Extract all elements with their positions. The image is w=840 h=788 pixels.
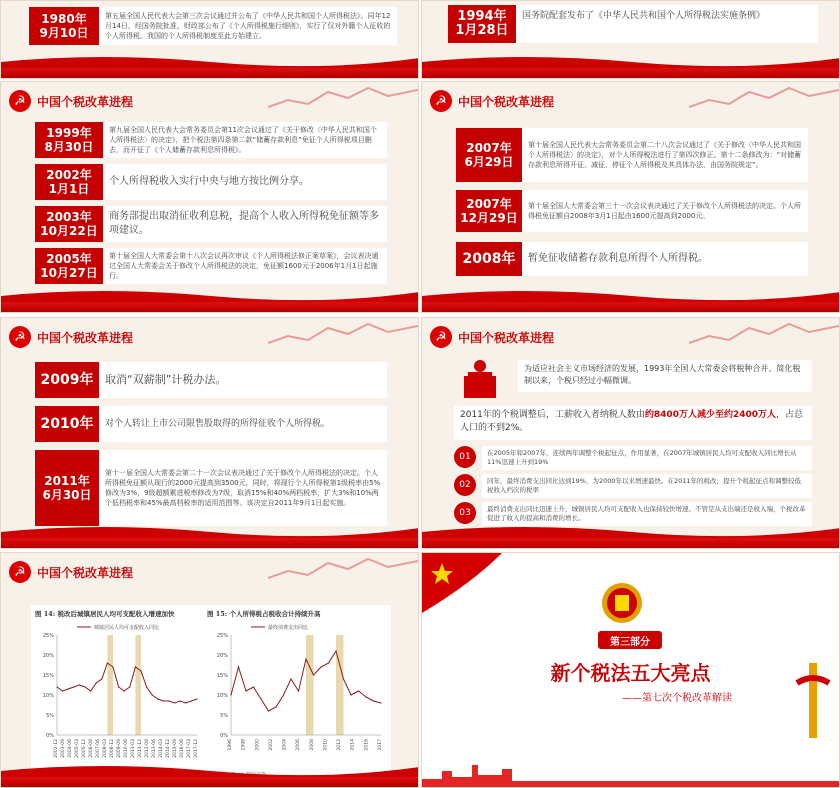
timeline-row bbox=[35, 362, 387, 398]
stat-highlight: 约8400万人减少至约2400万人 bbox=[644, 410, 777, 420]
bottom-bar bbox=[1, 302, 418, 312]
data-point bbox=[79, 684, 80, 685]
data-point bbox=[135, 666, 136, 667]
x-tick-label: 2007-06 bbox=[96, 739, 101, 758]
header-title: 中国个税改革进程 bbox=[458, 330, 555, 345]
chart1-svg bbox=[33, 619, 203, 769]
event-text: 第十届全国人民代表大会常务委员会第二十八次会议通过了《关于修改〈中华人民共和国个人所得税法〉的决定》，对个人所得税法进行了第四次修正。第十二条修改为：“对储蓄存款利息所得开征、减征、停征个人所得税及其具体办法，由国务院规定”。 bbox=[522, 128, 808, 182]
stat-paragraph bbox=[454, 406, 812, 440]
data-point bbox=[320, 666, 321, 667]
bottom-bar bbox=[1, 68, 418, 78]
data-point bbox=[185, 702, 186, 703]
x-tick-label: 2010 bbox=[323, 739, 329, 751]
charts-panel bbox=[31, 605, 391, 781]
y-tick-label: 15% bbox=[216, 673, 228, 679]
timeline-row bbox=[35, 206, 387, 242]
data-point bbox=[238, 666, 239, 667]
event-text: 取消“双薪制”计税办法。 bbox=[99, 362, 387, 398]
y-tick-label: 20% bbox=[42, 653, 54, 659]
bottom-bar bbox=[1, 538, 418, 548]
data-point bbox=[163, 700, 164, 701]
great-wall-decoration bbox=[268, 318, 418, 348]
red-wave-decoration bbox=[1, 757, 419, 779]
x-tick-label: 2017-03 bbox=[187, 739, 192, 758]
data-point bbox=[380, 702, 381, 703]
x-tick-label: 2006 bbox=[296, 739, 302, 751]
x-tick-label: 2010-06 bbox=[124, 739, 129, 758]
slide-header bbox=[430, 326, 554, 348]
data-point bbox=[174, 702, 175, 703]
date-badge: 2010年 bbox=[35, 406, 99, 442]
bottom-bar bbox=[422, 302, 839, 312]
intro-text: 为适应社会主义市场经济的发展，1993年全国人大常委会将税种合并、简化税制以来，个税只经过小幅微调。 bbox=[518, 360, 812, 392]
party-emblem-icon: ☭ bbox=[9, 326, 31, 348]
item-text: 最终消费支出同比迅速上升，城镇居民人均可支配收入也保持较快增速。不管是从支出端还是收入端，个税改革促进了收入的提高和消费的增长。 bbox=[482, 502, 812, 526]
timeline-row bbox=[456, 242, 808, 276]
data-point bbox=[260, 698, 261, 699]
data-point bbox=[365, 696, 366, 697]
event-text: 暂免征收储蓄存款利息所得个人所得税。 bbox=[522, 242, 808, 276]
x-tick-label: 2015-09 bbox=[173, 739, 178, 758]
red-wave-decoration bbox=[422, 48, 840, 70]
x-tick-label: 2014-03 bbox=[159, 739, 164, 758]
data-point bbox=[373, 700, 374, 701]
section-badge: 第三部分 bbox=[598, 631, 662, 649]
date-badge: 2007年 12月29日 bbox=[456, 190, 522, 232]
data-point bbox=[328, 662, 329, 663]
y-tick-label: 25% bbox=[216, 633, 228, 639]
slide-section-three bbox=[421, 552, 840, 788]
data-point bbox=[140, 670, 141, 671]
x-tick-label: 2016 bbox=[364, 739, 370, 751]
chart1-title: 图 14: 税改后城镇居民人均可支配收入增速加快 bbox=[35, 610, 175, 618]
slide-1994 bbox=[421, 0, 840, 79]
data-point bbox=[73, 686, 74, 687]
data-point bbox=[118, 686, 119, 687]
great-wall-decoration bbox=[689, 82, 839, 112]
x-tick-label: 1996 bbox=[228, 739, 233, 751]
huabiao-pillar-icon bbox=[793, 653, 833, 743]
data-point bbox=[305, 658, 306, 659]
stat-text-end: ，占总人口的不到2%。 bbox=[460, 410, 804, 433]
data-point bbox=[107, 662, 108, 663]
date-badge: 1999年 8月30日 bbox=[35, 122, 103, 158]
timeline-row bbox=[456, 128, 808, 182]
data-point bbox=[96, 682, 97, 683]
event-text: 第十届全国人大常委会第三十一次会议表决通过了关于修改个人所得税法的决定。个人所得税免征额自2008年3月1日起由1600元提高到2000元。 bbox=[522, 190, 808, 232]
x-tick-label: 2009-09 bbox=[117, 739, 122, 758]
data-point bbox=[180, 700, 181, 701]
slide-header bbox=[9, 326, 133, 348]
red-wave-decoration bbox=[422, 518, 840, 540]
data-point bbox=[230, 694, 231, 695]
series-line bbox=[57, 663, 197, 703]
item-number: 02 bbox=[454, 474, 476, 496]
timeline-row bbox=[456, 190, 808, 232]
city-skyline-decoration bbox=[422, 747, 840, 787]
slide-header bbox=[9, 561, 133, 583]
y-tick-label: 10% bbox=[216, 693, 228, 699]
data-point bbox=[343, 678, 344, 679]
header-title: 中国个税改革进程 bbox=[458, 94, 555, 109]
data-point bbox=[168, 700, 169, 701]
event-text: 第十一届全国人大常委会第二十一次会议表决通过了关于修改个人所得税法的决定。个人所得税免征额从现行的2000元提高到3500元，同时，将现行个人所得税第1级税率由5%修改为3%，9级超额累进税率修改为7级，取消15%和40%两档税率，扩大3%和10%两个低档税率和45%最高档税率的适用范围等。该决定自2011年9月1日起实施。 bbox=[99, 450, 387, 526]
date-badge: 2003年 10月22日 bbox=[35, 206, 103, 242]
header-title: 中国个税改革进程 bbox=[37, 330, 134, 345]
x-tick-label: 2016-06 bbox=[180, 739, 185, 758]
slide-header bbox=[9, 90, 133, 112]
item-text: 同年，最终消费支出同比达到19%，为2000年以来增速最快。在2011年的税改，提升个税起征点和调整较低税收入档次的税率 bbox=[482, 474, 812, 498]
y-tick-label: 10% bbox=[42, 693, 54, 699]
red-wave-decoration bbox=[1, 48, 419, 70]
x-tick-label: 2008-03 bbox=[103, 739, 108, 758]
tax-emblem-icon bbox=[600, 581, 644, 625]
red-wave-decoration bbox=[1, 518, 419, 540]
party-emblem-icon: ☭ bbox=[9, 561, 31, 583]
x-tick-label: 2011-12 bbox=[138, 739, 143, 758]
x-tick-label: 2012 bbox=[337, 739, 343, 751]
speaker-podium-icon bbox=[458, 358, 502, 398]
flag-decoration bbox=[422, 553, 502, 613]
bottom-bar bbox=[1, 777, 418, 787]
y-tick-label: 0% bbox=[46, 733, 54, 739]
event-text: 第五届全国人民代表大会第三次会议通过并公布了《中华人民共和国个人所得税法》。同年12月14日，经国务院批准，财政部公布了《个人所得税施行细则》，实行了仅对外籍个人征收的个人所得税。我国的个人所得税制度至此方始建立。 bbox=[99, 7, 397, 45]
x-tick-label: 1998 bbox=[241, 739, 247, 751]
event-text: 对个人转让上市公司限售股取得的所得征收个人所得税。 bbox=[99, 406, 387, 442]
header-title: 中国个税改革进程 bbox=[37, 565, 134, 580]
timeline-row bbox=[35, 406, 387, 442]
event-text: 商务部提出取消征收利息税，提高个人收入所得税免征额等多项建议。 bbox=[103, 206, 387, 242]
data-point bbox=[124, 690, 125, 691]
x-tick-label: 2013-06 bbox=[152, 739, 157, 758]
data-point bbox=[253, 686, 254, 687]
great-wall-decoration bbox=[689, 318, 839, 348]
data-point bbox=[146, 686, 147, 687]
timeline-row bbox=[448, 5, 818, 43]
data-point bbox=[191, 700, 192, 701]
y-tick-label: 0% bbox=[220, 733, 228, 739]
y-tick-label: 5% bbox=[46, 713, 54, 719]
data-point bbox=[68, 688, 69, 689]
date-badge: 2007年 6月29日 bbox=[456, 128, 522, 182]
chart2-title: 图 15: 个人所得税占税收合计持续升高 bbox=[207, 610, 321, 618]
x-tick-label: 2006-09 bbox=[89, 739, 94, 758]
x-tick-label: 2004-06 bbox=[68, 739, 73, 758]
data-point bbox=[62, 690, 63, 691]
x-tick-label: 2005-03 bbox=[75, 739, 80, 758]
y-tick-label: 20% bbox=[216, 653, 228, 659]
data-point bbox=[129, 686, 130, 687]
y-tick-label: 5% bbox=[220, 713, 228, 719]
data-point bbox=[298, 690, 299, 691]
numbered-item bbox=[454, 446, 812, 470]
date-badge: 2008年 bbox=[456, 242, 522, 276]
x-tick-label: 2017-12 bbox=[194, 739, 199, 758]
data-point bbox=[101, 678, 102, 679]
item-text: 在2005年和2007年，连续两年调整个税起征点，作用显著，在2007年城镇居民人均可支配收入同比增长从11%迅速上升到19% bbox=[482, 446, 812, 470]
x-tick-label: 2017 bbox=[378, 739, 383, 751]
data-point bbox=[56, 686, 57, 687]
y-tick-label: 15% bbox=[42, 673, 54, 679]
data-point bbox=[90, 690, 91, 691]
highlight-band bbox=[336, 635, 344, 735]
date-badge: 2002年 1月1日 bbox=[35, 164, 103, 200]
x-tick-label: 2004 bbox=[282, 739, 288, 751]
data-point bbox=[275, 706, 276, 707]
x-tick-label: 2002-12 bbox=[54, 739, 59, 758]
highlight-band bbox=[135, 635, 141, 735]
section-title: 新个税法五大亮点 bbox=[550, 661, 711, 685]
date-badge: 1994年 1月28日 bbox=[448, 5, 516, 43]
header-title: 中国个税改革进程 bbox=[37, 94, 134, 109]
x-tick-label: 2014 bbox=[350, 739, 356, 751]
x-tick-label: 2011-03 bbox=[131, 739, 136, 758]
date-badge: 1980年 9月10日 bbox=[29, 7, 99, 45]
data-point bbox=[290, 678, 291, 679]
data-point bbox=[112, 666, 113, 667]
date-badge: 2011年 6月30日 bbox=[35, 450, 99, 526]
timeline-row bbox=[35, 164, 387, 200]
event-text: 个人所得税收入实行中央与地方按比例分享。 bbox=[103, 164, 387, 200]
slide-2009-2011 bbox=[0, 317, 419, 549]
data-point bbox=[358, 690, 359, 691]
slide-1999-2005 bbox=[0, 81, 419, 313]
legend-label: 最终消费支出同比 bbox=[268, 625, 309, 631]
data-point bbox=[268, 710, 269, 711]
y-tick-label: 25% bbox=[42, 633, 54, 639]
data-point bbox=[335, 650, 336, 651]
bottom-bar bbox=[422, 538, 839, 548]
data-point bbox=[350, 694, 351, 695]
timeline-row bbox=[35, 450, 387, 526]
party-emblem-icon: ☭ bbox=[430, 90, 452, 112]
great-wall-decoration bbox=[268, 82, 418, 112]
x-tick-label: 2008-12 bbox=[110, 739, 115, 758]
item-number: 03 bbox=[454, 502, 476, 524]
section-subtitle: ——第七次个税改革解读 bbox=[622, 693, 732, 704]
slide-2007-2008 bbox=[421, 81, 840, 313]
x-tick-label: 2014-12 bbox=[166, 739, 171, 758]
slide-1980 bbox=[0, 0, 419, 79]
data-point bbox=[245, 690, 246, 691]
event-text: 第十届全国人大常委会第十八次会议再次审议《个人所得税法修正案草案》，会议表决通过全国人大常委会关于修改个人所得税法的决定，免征额1600元于2006年1月1日起施行。 bbox=[103, 248, 387, 284]
event-text: 第九届全国人民代表大会常务委员会第11次会议通过了《关于修改〈中华人民共和国个人所得税法〉的决定》，把个税法第四条第二款“储蓄存款利息”免征个人所得税项目删去，而开征了《个人储蓄存款利息所得税》。 bbox=[103, 122, 387, 158]
date-badge: 2005年 10月27日 bbox=[35, 248, 103, 284]
data-point bbox=[84, 686, 85, 687]
x-tick-label: 2003-09 bbox=[61, 739, 66, 758]
item-number: 01 bbox=[454, 446, 476, 468]
x-tick-label: 2008 bbox=[309, 739, 315, 751]
legend-label: 城镇居民人均可支配收入同比 bbox=[94, 625, 160, 631]
x-tick-label: 2012-09 bbox=[145, 739, 150, 758]
bottom-bar bbox=[422, 68, 839, 78]
timeline-row bbox=[35, 122, 387, 158]
event-text: 国务院配套发布了《中华人民共和国个人所得税法实施条例》 bbox=[516, 5, 818, 43]
numbered-item bbox=[454, 474, 812, 498]
timeline-row bbox=[35, 248, 387, 284]
red-wave-decoration bbox=[422, 282, 840, 304]
x-tick-label: 2000 bbox=[255, 739, 261, 751]
highlight-band bbox=[107, 635, 113, 735]
red-wave-decoration bbox=[1, 282, 419, 304]
slide-charts bbox=[0, 552, 419, 788]
great-wall-decoration bbox=[268, 553, 418, 583]
x-tick-label: 2002 bbox=[268, 739, 274, 751]
data-point bbox=[157, 698, 158, 699]
chart2-svg bbox=[207, 619, 387, 769]
data-point bbox=[196, 698, 197, 699]
party-emblem-icon: ☭ bbox=[430, 326, 452, 348]
timeline-row bbox=[29, 7, 397, 45]
date-badge: 2009年 bbox=[35, 362, 99, 398]
data-point bbox=[152, 694, 153, 695]
highlight-band bbox=[306, 635, 314, 735]
data-point bbox=[283, 694, 284, 695]
party-emblem-icon: ☭ bbox=[9, 90, 31, 112]
stat-text: 2011年的个税调整后，工薪收入者纳税人数由 bbox=[460, 410, 645, 420]
x-tick-label: 2005-12 bbox=[82, 739, 87, 758]
slide-analysis bbox=[421, 317, 840, 549]
slide-header bbox=[430, 90, 554, 112]
data-point bbox=[313, 674, 314, 675]
